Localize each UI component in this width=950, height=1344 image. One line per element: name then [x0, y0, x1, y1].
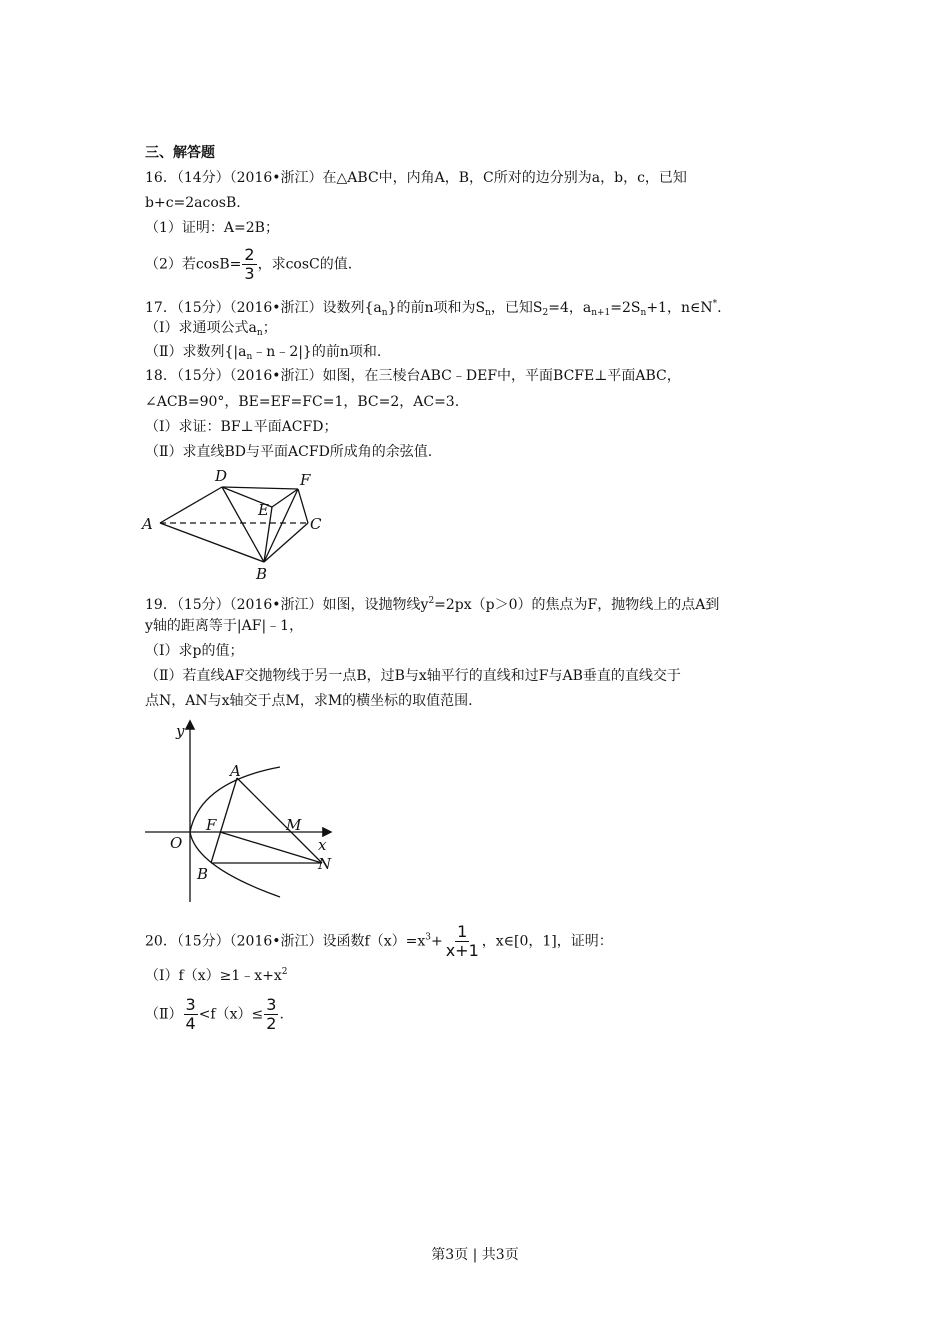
- q17-sub-b: n: [485, 308, 491, 318]
- q17-sub-a: n: [381, 308, 388, 318]
- q16-frac-num: 2: [244, 245, 255, 264]
- q20-part1: [145, 962, 288, 986]
- edge-AD: [160, 487, 222, 523]
- label-B: B: [197, 865, 209, 883]
- q19-part2-l2: 点N，AN与x轴交于点M，求M的横坐标的取值范围.: [145, 693, 473, 709]
- q19-sup: 2: [428, 596, 435, 606]
- q16-fraction: [242, 246, 256, 283]
- q16-line1: 16．（14分）（2016•浙江）在△ABC中，内角A，B，C所对的边分别为a，b，c，已知: [145, 170, 687, 186]
- q19-part2-l1: （Ⅱ）若直线AF交抛物线于另一点B，过B与x轴平行的直线和过F与AB垂直的直线交于: [145, 668, 681, 684]
- q19-text-a: 19．（15分）（2016•浙江）如图，设抛物线y: [145, 597, 429, 613]
- edge-AB: [160, 523, 264, 562]
- q20-fraction: [444, 923, 481, 960]
- q18-part1: （Ⅰ）求证：BF⊥平面ACFD；: [145, 419, 338, 435]
- q19-parabola-figure: [140, 712, 340, 907]
- section-title: 三、解答题: [145, 145, 215, 161]
- q16-frac-den: 3: [244, 264, 255, 283]
- edge-FC: [298, 489, 308, 523]
- q17-text-c: ，已知S: [490, 300, 543, 316]
- q20-p2-mid: <f（x）≤: [198, 1006, 264, 1023]
- q17-sub-c: 2: [542, 308, 549, 318]
- label-D: D: [215, 467, 228, 485]
- q17-text-f: +1，n∈N: [646, 300, 713, 316]
- q20-frac1-num: 3: [185, 995, 196, 1014]
- q17-sup-f: *: [712, 299, 718, 309]
- q17-p2-sub: n: [246, 352, 253, 362]
- q16-part2-pre: （2）若cosB=: [145, 256, 242, 273]
- q20-p2-text: （Ⅱ）: [145, 1006, 183, 1023]
- q20-frac-num: 1: [457, 922, 468, 941]
- label-A: A: [142, 515, 153, 533]
- q20-part2: [145, 996, 284, 1033]
- q16-line2: b+c=2acosB.: [145, 195, 241, 211]
- q16-part2-post: ，求cosC的值.: [257, 256, 353, 273]
- q17-p2-end: ﹣n﹣2|}的前n项和.: [252, 344, 382, 360]
- q19-part1: （Ⅰ）求p的值；: [145, 643, 244, 659]
- q20-text-a: 20．（15分）（2016•浙江）设函数f（x）=x: [145, 933, 426, 950]
- q20-frac2-den: 2: [266, 1014, 277, 1033]
- label-F: F: [300, 471, 311, 489]
- q17-part1: [145, 318, 277, 343]
- q17-text-e: =2S: [610, 300, 641, 316]
- q18-part2: （Ⅱ）求直线BD与平面ACFD所成角的余弦值.: [145, 444, 433, 460]
- q16-part1: （1）证明：A=2B；: [145, 220, 279, 236]
- label-N: N: [318, 855, 332, 873]
- q20-p2-end: .: [279, 1006, 284, 1023]
- q20-sup: 3: [425, 932, 431, 943]
- q18-line2: ∠ACB=90°，BE=EF=FC=1，BC=2，AC=3.: [145, 394, 460, 410]
- q16-part2: [145, 246, 352, 283]
- q20-p1-sup: 2: [281, 967, 288, 977]
- q17-p1-end: ；: [262, 320, 277, 336]
- q20-frac1: [184, 996, 198, 1033]
- label-C: C: [310, 515, 322, 533]
- label-F: F: [206, 816, 217, 834]
- q17-part2: [145, 342, 381, 367]
- q17-text-a: 17．（15分）（2016•浙江）设数列{a: [145, 300, 382, 316]
- label-E: E: [258, 501, 269, 519]
- edge-BC: [264, 523, 308, 562]
- q18-line1: 18．（15分）（2016•浙江）如图，在三棱台ABC﹣DEF中，平面BCFE⊥平面ABC，: [145, 368, 681, 384]
- q20-frac-den: x+1: [445, 941, 479, 960]
- q20-line1: [145, 923, 613, 960]
- label-x: x: [318, 836, 327, 854]
- q19-line1: [145, 591, 719, 615]
- q20-text-c: ，x∈[0，1]，证明：: [481, 933, 613, 950]
- q17-text-b: }的前n项和为S: [387, 300, 486, 316]
- page-footer: 第3页 | 共3页: [431, 1247, 519, 1263]
- edge-BD: [222, 487, 264, 562]
- label-O: O: [170, 834, 183, 852]
- q17-sub-d: n+1: [591, 308, 611, 318]
- q17-p1-text: （Ⅰ）求通项公式a: [145, 320, 257, 336]
- q17-text-g: .: [717, 300, 722, 316]
- q20-p1-text: （Ⅰ）f（x）≥1﹣x+x: [145, 968, 282, 984]
- q17-p1-sub: n: [256, 328, 263, 338]
- label-M: M: [286, 816, 302, 834]
- edge-DF: [222, 487, 298, 489]
- q18-frustum-figure: [140, 465, 340, 585]
- q17-p2-text: （Ⅱ）求数列{|a: [145, 344, 247, 360]
- q19-text-b: =2px（p＞0）的焦点为F，抛物线上的点A到: [434, 597, 720, 613]
- label-B: B: [256, 565, 268, 583]
- q20-frac2-num: 3: [266, 995, 277, 1014]
- label-y: y: [176, 722, 185, 740]
- q20-plus: +: [430, 933, 443, 950]
- q17-sub-e: n: [640, 308, 647, 318]
- label-A: A: [230, 762, 241, 780]
- q20-frac1-den: 4: [185, 1014, 196, 1033]
- q19-line2: y轴的距离等于|AF|﹣1，: [145, 618, 304, 634]
- q17-text-d: =4，a: [548, 300, 592, 316]
- q20-frac2: [264, 996, 278, 1033]
